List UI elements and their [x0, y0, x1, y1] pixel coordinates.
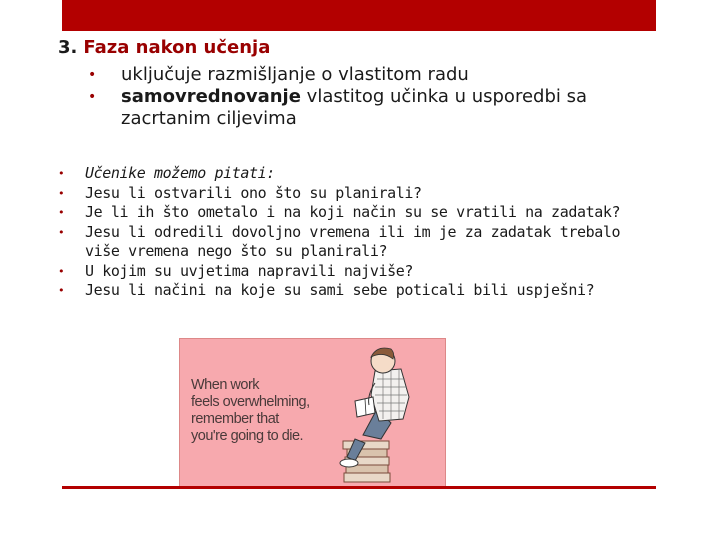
question-intro: Učenike možemo pitati:: [85, 164, 275, 182]
sub-item-text: uključuje razmišljanje o vlastitom radu: [121, 64, 469, 85]
reading-boy-illustration: [325, 339, 445, 486]
list-item: [58, 281, 658, 301]
top-accent-bar: [62, 0, 656, 31]
question-text: Jesu li odredili dovoljno vremena ili im je za zadatak trebalo više vremena nego što su planirali?: [85, 222, 621, 260]
poster-line: remember that: [191, 411, 279, 427]
bullet-icon: •: [58, 206, 65, 219]
question-text: Jesu li načini na koje su sami sebe poticali bili uspješni?: [85, 281, 595, 299]
bullet-icon: •: [88, 67, 97, 83]
list-item: [58, 203, 658, 223]
bullet-icon: •: [58, 284, 65, 297]
section-heading: [58, 37, 270, 58]
question-text: U kojim su uvjetima napravili najviše?: [85, 261, 413, 280]
section-number: 3.: [58, 37, 78, 58]
poster-line: feels overwhelming,: [191, 394, 310, 410]
poster-line: When work: [191, 377, 260, 393]
poster-image: [179, 338, 446, 487]
list-item: [88, 64, 588, 86]
list-item: [58, 262, 658, 282]
bullet-icon: •: [58, 264, 65, 278]
bullet-icon: •: [88, 89, 97, 105]
question-list: [58, 164, 658, 301]
sub-bullet-list: [88, 64, 588, 130]
bottom-divider: [62, 486, 656, 489]
section-title: Faza nakon učenja: [83, 37, 271, 58]
list-item: [58, 223, 658, 262]
question-text: Jesu li ostvarili ono što su planirali?: [85, 183, 422, 202]
list-item: [58, 184, 658, 204]
sub-item-bold: samovrednovanje: [121, 86, 301, 107]
question-text: Je li ih što ometalo i na koji način su se vratili na zadatak?: [85, 203, 621, 221]
bullet-icon: •: [58, 225, 65, 239]
bullet-icon: •: [58, 167, 65, 180]
poster-line: you're going to die.: [191, 428, 304, 444]
list-item: [58, 164, 658, 184]
sub-item-text: vlastitog učinka u usporedbi sa zacrtanim ciljevima: [121, 86, 588, 129]
bullet-icon: •: [58, 186, 65, 200]
poster-text: [191, 377, 341, 445]
list-item: [88, 86, 588, 130]
